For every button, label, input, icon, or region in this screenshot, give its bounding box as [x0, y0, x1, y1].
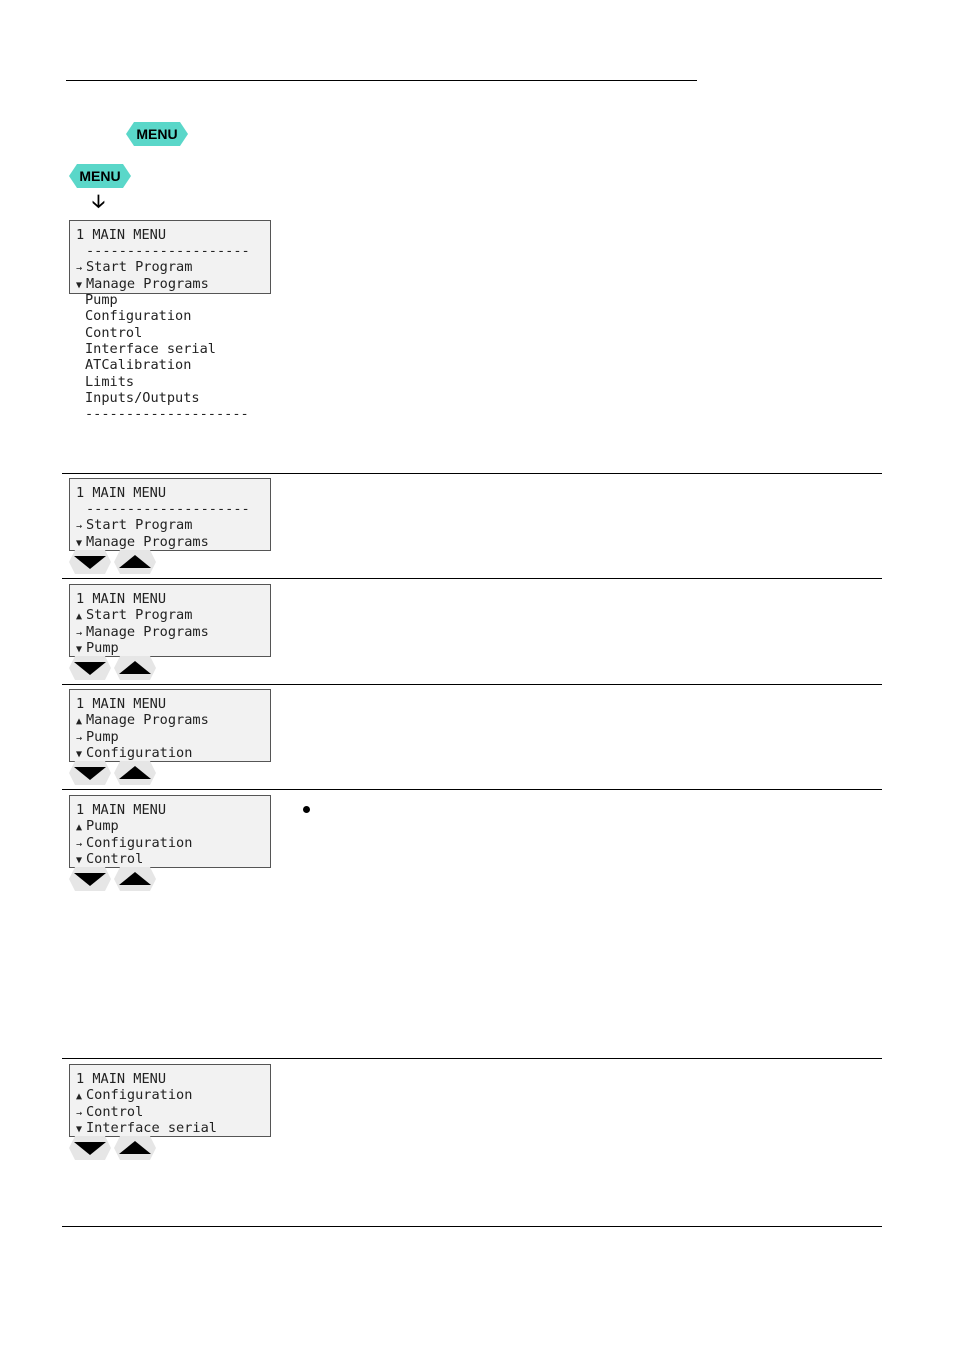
nav-keys	[69, 656, 159, 680]
lcd-separator: --------------------	[86, 243, 250, 259]
arrow-right-icon: →	[76, 733, 83, 744]
menu-key-label: MENU	[79, 168, 121, 184]
lcd-line: ▼ Pump	[76, 640, 119, 656]
arrow-right-icon: →	[76, 521, 83, 532]
lcd-line: ▲ Configuration	[76, 1087, 193, 1103]
header-rule	[66, 80, 697, 81]
lcd-display	[69, 584, 271, 657]
nav-keys	[69, 867, 159, 891]
menu-list-item: Pump	[85, 292, 118, 308]
down-key-icon	[69, 867, 111, 891]
arrow-right-icon: →	[76, 263, 83, 274]
menu-list-item: ATCalibration	[85, 357, 192, 373]
lcd-display-full-menu	[69, 220, 271, 294]
lcd-display	[69, 478, 271, 551]
scroll-down-icon: ▼	[76, 749, 83, 760]
scroll-down-icon: ▼	[76, 1124, 83, 1135]
scroll-up-icon: ▲	[76, 716, 83, 727]
up-key-icon	[114, 761, 156, 785]
scroll-up-icon: ▲	[76, 611, 83, 622]
lcd-title: 1 MAIN MENU	[76, 1071, 167, 1087]
menu-list-item: Control	[85, 325, 143, 341]
lcd-line: → Configuration	[76, 835, 193, 851]
up-key-icon	[114, 656, 156, 680]
down-key-icon	[69, 761, 111, 785]
down-key-icon	[69, 1136, 111, 1160]
section-divider	[62, 1058, 882, 1059]
lcd-title: 1 MAIN MENU	[76, 696, 167, 712]
scroll-up-icon: ▲	[76, 822, 83, 833]
arrow-right-icon: →	[76, 1108, 83, 1119]
arrow-down-icon: 🡣	[92, 191, 105, 212]
lcd-display	[69, 689, 271, 762]
section-divider	[62, 789, 882, 790]
lcd-title: 1 MAIN MENU	[76, 591, 167, 607]
lcd-separator: --------------------	[86, 501, 250, 517]
lcd-line: ▲ Start Program	[76, 607, 193, 623]
lcd-line: → Manage Programs	[76, 624, 209, 640]
scroll-down-icon: ▼	[76, 855, 83, 866]
section-divider	[62, 473, 882, 474]
menu-key-icon	[69, 164, 131, 188]
menu-list-item: Inputs/Outputs	[85, 390, 200, 406]
section-divider	[62, 578, 882, 579]
lcd-line: ▼ Control	[76, 851, 144, 867]
lcd-title: 1 MAIN MENU	[76, 802, 167, 818]
lcd-title: 1 MAIN MENU	[76, 227, 167, 243]
lcd-display	[69, 1064, 271, 1137]
up-key-icon	[114, 550, 156, 574]
scroll-down-icon: ▼	[76, 280, 83, 291]
lcd-line: ▼ Manage Programs	[76, 276, 209, 292]
lcd-line: ▼ Manage Programs	[76, 534, 209, 550]
lcd-line: ▲ Manage Programs	[76, 712, 209, 728]
lcd-line: ▼ Interface serial	[76, 1120, 217, 1136]
arrow-right-icon: →	[76, 839, 83, 850]
down-key-icon	[69, 550, 111, 574]
lcd-line: → Pump	[76, 729, 119, 745]
lcd-line: → Start Program	[76, 517, 193, 533]
scroll-down-icon: ▼	[76, 538, 83, 549]
menu-list-item: Configuration	[85, 308, 192, 324]
nav-keys	[69, 550, 159, 574]
lcd-line: → Control	[76, 1104, 144, 1120]
up-key-icon	[114, 867, 156, 891]
footer-rule	[62, 1226, 882, 1227]
lcd-title: 1 MAIN MENU	[76, 485, 167, 501]
scroll-up-icon: ▲	[76, 1091, 83, 1102]
down-key-icon	[69, 656, 111, 680]
up-key-icon	[114, 1136, 156, 1160]
menu-list-separator: --------------------	[85, 406, 249, 422]
menu-key-label: MENU	[136, 126, 178, 142]
arrow-right-icon: →	[76, 628, 83, 639]
lcd-display	[69, 795, 271, 868]
nav-keys	[69, 1136, 159, 1160]
menu-list-item: Interface serial	[85, 341, 216, 357]
menu-key-icon	[126, 122, 188, 146]
lcd-line: → Start Program	[76, 259, 193, 275]
bullet-icon	[303, 806, 310, 813]
scroll-down-icon: ▼	[76, 644, 83, 655]
lcd-line: ▼ Configuration	[76, 745, 193, 761]
menu-list-item: Limits	[85, 374, 135, 390]
nav-keys	[69, 761, 159, 785]
lcd-line: ▲ Pump	[76, 818, 119, 834]
section-divider	[62, 684, 882, 685]
